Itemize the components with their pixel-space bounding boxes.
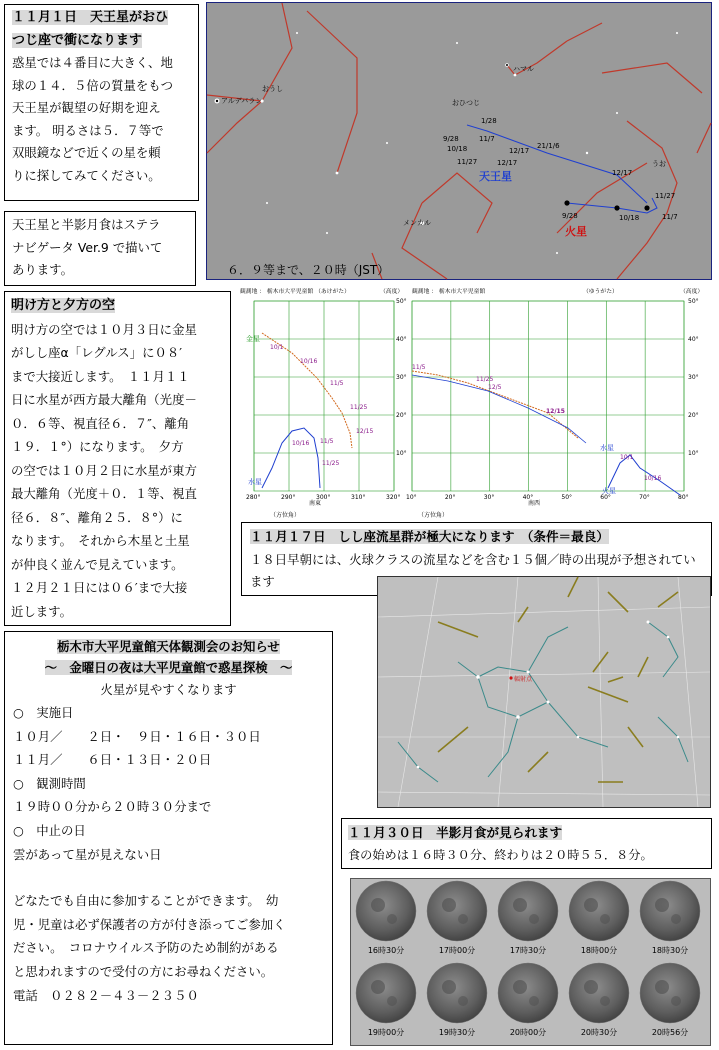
dusk-x-tick: 10° [406,494,417,501]
credit-box [4,211,196,286]
dawn-unit-alt: （高度） [380,289,404,295]
constellation-lines [207,3,711,279]
moon-mare [458,914,468,924]
dawn-dusk-article [4,291,231,626]
dusk-x-tick: 50° [561,494,573,501]
eclipse-body: 食の始めは１６時３０分、終わりは２０時５５．８分。 [348,847,653,862]
credit-line: あります。 [12,262,73,277]
dusk-y-tick: 50° [688,298,699,305]
dusk-x-tick: 30° [483,494,495,501]
eclipse-time-label: 20時00分 [509,1028,547,1037]
eclipse-time-label: 18時00分 [580,946,618,955]
moon-mare [529,996,539,1006]
eclipse-time-label: 18時30分 [651,946,689,955]
mars-label: 火星 [565,225,587,238]
uranus-date: 10/18 [447,145,468,153]
eclipse-time-label: 20時56分 [651,1028,689,1037]
event-dates-oct: １０月／ ２日・ ９日・１６日・３０日 [13,728,261,744]
uranus-date: 9/28 [443,135,459,143]
uranus-date: 12/17 [497,159,518,167]
mars-date: 12/17 [612,169,633,177]
moon-mare [655,980,669,994]
moon-mare [371,980,385,994]
dusk-x-tick: 60° [600,494,611,501]
dawn-dusk-line: 近します。 [11,603,72,619]
event-time: １９時００分から２０時３０分まで [13,799,212,815]
dawn-y-tick: 10° [396,450,407,457]
planet-track-dusk [412,371,578,438]
starmap-svg [207,3,711,279]
mars-dot [614,205,619,210]
event-note-line: ださい。 コロナウイルス予防のため制約がある [13,940,279,956]
uranus-label: 天王星 [479,170,512,183]
moon-disc [569,881,629,941]
moon-mare [513,980,527,994]
leonids-skymap [377,576,711,808]
dusk-x-tick: 40° [522,494,534,501]
event-phone: 電話 ０２８２－４３－２３５０ [13,987,199,1003]
uranus-date: 11/27 [457,158,478,166]
dawn-y-tick: 30° [396,374,407,381]
dusk-x-tick: 20° [444,494,456,501]
credit-line: 天王星と半影月食はステラ [12,217,161,232]
venus-date: 10/1 [270,344,284,351]
moon-mare [442,898,456,912]
mercury-date-dusk: 10/16 [644,475,662,482]
dawn-y-tick: 40° [396,336,407,343]
uranus-line: りに探してみてください。 [12,167,161,183]
dawn-dusk-line: まで大接近します。 １１月１１ [11,368,190,384]
dawn-dusk-line: の空では１０月２日に水星が東方 [11,462,197,478]
mercury-label-dusk: 水星 [600,444,614,452]
venus-date: 11/5 [330,380,344,387]
dusk-unit-az: （方位角） [418,512,449,519]
moon-disc [427,881,487,941]
eclipse-time-label: 20時30分 [580,1028,618,1037]
altitude-chart-dawn [232,283,406,520]
moon-disc [640,881,700,941]
eclipse-time-label: 17時00分 [438,946,476,955]
event-cancel-heading: ○ 中止の日 [13,822,86,838]
dawn-dusk-line: １２月２１日には０６′まで大接 [11,580,188,595]
moons-svg [351,879,710,1045]
moon-mare [671,996,681,1006]
event-dates-nov: １１月／ ６日・１３日・２０日 [13,752,212,768]
event-note-line: と思われますので受付の方にお尋ねください。 [13,963,274,979]
moon-row-2 [356,963,700,1037]
uranus-article [4,4,199,201]
moon-disc [640,963,700,1023]
dusk-direction: 南西 [528,500,541,507]
uranus-date: 11/7 [479,135,495,143]
mercury-label-dawn: 水星 [248,478,262,486]
label-hamal: ハマル [513,65,534,73]
mercury-date: 11/5 [320,438,334,445]
label-aries: おひつじ [452,99,480,107]
label-aldebaran: アルデバラン [221,97,263,105]
dusk-date: 11/25 [476,376,494,383]
leonids-title: １１月１７日 しし座流星群が極大になります （条件＝最良） [250,529,609,544]
label-taurus: おうし [262,85,283,93]
mars-date: 9/28 [562,212,578,220]
uranus-line: 球の１４．５倍の質量をもつ [12,77,174,93]
leonids-stars [417,621,680,769]
dawn-x-tick: 280° [246,494,261,501]
eclipse-time-label: 19時30分 [438,1028,476,1037]
dawn-dusk-line: １９．１°）になります。 夕方 [11,439,184,454]
eclipse-time-label: 19時00分 [367,1028,405,1037]
uranus-date: 1/28 [481,117,497,125]
uranus-date: 12/17 [509,147,530,155]
dawn-dusk-title: 明け方と夕方の空 [11,298,116,313]
moon-mare [458,996,468,1006]
moon-disc [356,881,416,941]
dusk-chart-header: 観測地 ： 栃木市大平児童館 [412,289,486,295]
mars-date: 11/27 [655,192,676,200]
meteor-trails [438,577,678,782]
uranus-line: 惑星では４番目に大きく、地 [12,55,173,70]
dusk-date: 12/15 [546,408,565,415]
mars-date: 10/18 [619,214,640,222]
dawn-dusk-line: 日に水星が西方最大離角（光度－ [11,392,197,407]
leonids-body: １８日早朝には、火球クラスの流星などを含む１５個／時の出現が予想されています [250,551,696,589]
dawn-dusk-line: が仲良く並んで見えています。 [11,556,184,572]
venus-dates [270,344,373,435]
moon-mare [529,914,539,924]
moon-disc [498,881,558,941]
dawn-y-tick: 20° [396,412,407,419]
label-menkar: メンカル [403,219,431,227]
mercury-date: 11/25 [322,460,340,467]
radiant-dot [509,676,512,679]
eclipse-article [341,818,712,869]
moon-mare [584,980,598,994]
moon-disc [356,963,416,1023]
moon-mare [371,898,385,912]
moon-mare [584,898,598,912]
uranus-date: 21/1/6 [537,142,560,150]
mars-label-dusk: 火星 [602,487,616,495]
dusk-x-tick: 70° [639,494,650,501]
mars-dot [564,200,569,205]
starmap-caption: ６．９等まで、２０時（JST） [227,263,390,277]
uranus-title-1: １１月１日 天王星がおひ [12,10,169,25]
dusk-grid [412,301,684,491]
dusk-y-tick: 10° [688,450,699,457]
moon-mare [513,898,527,912]
dusk-date: 12/5 [488,384,502,391]
dawn-y-tick: 50° [396,298,407,305]
moon-mare [671,914,681,924]
label-pisces: うお [652,160,666,168]
dawn-x-tick: 290° [281,494,296,501]
uranus-body [12,52,191,187]
dawn-dusk-line: 径６．８″、離角２５．８°）に [11,509,183,525]
moon-disc [427,963,487,1023]
moon-mare [387,996,397,1006]
event-title: 栃木市大平児童館天体観測会のお知らせ [57,639,280,654]
venus-date: 12/15 [356,428,374,435]
dawn-unit-az: （方位角） [270,512,301,519]
dawn-direction: 南東 [309,500,322,507]
moon-mare [600,914,610,924]
dawn-chart-header: 観測地 ： 栃木市大平児童館 （あけがた） [240,289,350,295]
leonids-svg [378,577,710,807]
dawn-ticks [246,298,407,501]
dawn-x-tick: 300° [316,494,331,501]
leonids-grid [378,577,710,807]
mercury-date-dusk: 10/1 [620,454,634,461]
dawn-x-tick: 310° [351,494,366,501]
event-note-line: 児・児童は必ず保護者の方が付き添ってご参加く [13,916,286,932]
dusk-ticks [406,298,699,501]
moon-mare [600,996,610,1006]
dawn-dusk-line: 最大離角（光度＋０．１等、視直 [11,486,197,501]
event-time-heading: ○ 観測時間 [13,775,86,791]
dusk-y-tick: 30° [688,374,699,381]
radiant-label: 輻射点 [514,676,533,683]
dusk-chart-svg [408,283,714,520]
uranus-starmap [206,2,712,280]
eclipse-title: １１月３０日 半影月食が見られます [348,825,563,840]
mercury-date: 10/16 [292,440,310,447]
moon-mare [387,914,397,924]
moon-row-1 [356,881,700,955]
eclipse-time-label: 17時30分 [509,946,547,955]
event-cancel: 雲があって星が見えない日 [13,846,162,862]
moon-disc [498,963,558,1023]
dusk-unit-alt: （高度） [680,289,704,295]
dusk-plot-frame [412,301,684,491]
mars-date: 11/7 [662,213,678,221]
moon-mare [442,980,456,994]
event-lead: 火星が見やすくなります [100,682,237,697]
event-announcement [4,631,333,1045]
eclipse-time-label: 16時30分 [367,946,405,955]
dusk-y-tick: 20° [688,412,699,419]
stars [215,32,679,254]
mercury-dates-dawn [292,438,339,467]
venus-date: 10/16 [300,358,318,365]
moon-disc [569,963,629,1023]
uranus-title-2: つじ座で衝になります [12,32,143,48]
altitude-chart-dusk [408,283,714,520]
event-date-heading: ○ 実施日 [13,705,74,720]
dawn-dusk-line: なります。 それから木星と土星 [11,533,190,548]
venus-date: 11/25 [350,404,368,411]
eclipse-moon-grid [350,878,711,1046]
moon-mare [655,898,669,912]
uranus-line: ます。 明るさは５．７等で [12,122,164,138]
mercury-track-dawn [262,428,320,488]
dusk-dates [412,364,565,415]
mars-dot [644,205,649,210]
uranus-line: 双眼鏡などで近くの星を頼 [12,145,161,160]
dawn-chart-svg [232,283,406,520]
dawn-dusk-line: がしし座α「レグルス」に０８′ [11,345,183,360]
dawn-dusk-line: ０．６等、視直径６．７″、離角 [11,415,190,431]
event-subtitle: ～ 金曜日の夜は大平児童館で惑星探検 ～ [44,660,293,675]
credit-line: ナビゲータ Ver.9 で描いて [12,239,163,255]
dusk-y-tick: 40° [688,336,699,343]
dawn-dusk-line: 明け方の空では１０月３日に金星 [11,321,197,337]
uranus-line: 天王星が観望の好期を迎え [12,100,161,115]
dawn-dusk-body [11,318,224,624]
dawn-x-tick: 320° [386,494,401,501]
event-note-line: どなたでも自由に参加することができます。 幼 [13,893,279,909]
dusk-x-tick: 80° [678,494,689,501]
starmap-labels [221,65,678,227]
dusk-chart-subheader: （ゆうがた） [583,289,618,295]
venus-label: 金星 [246,335,260,343]
dusk-date: 11/5 [412,364,426,371]
